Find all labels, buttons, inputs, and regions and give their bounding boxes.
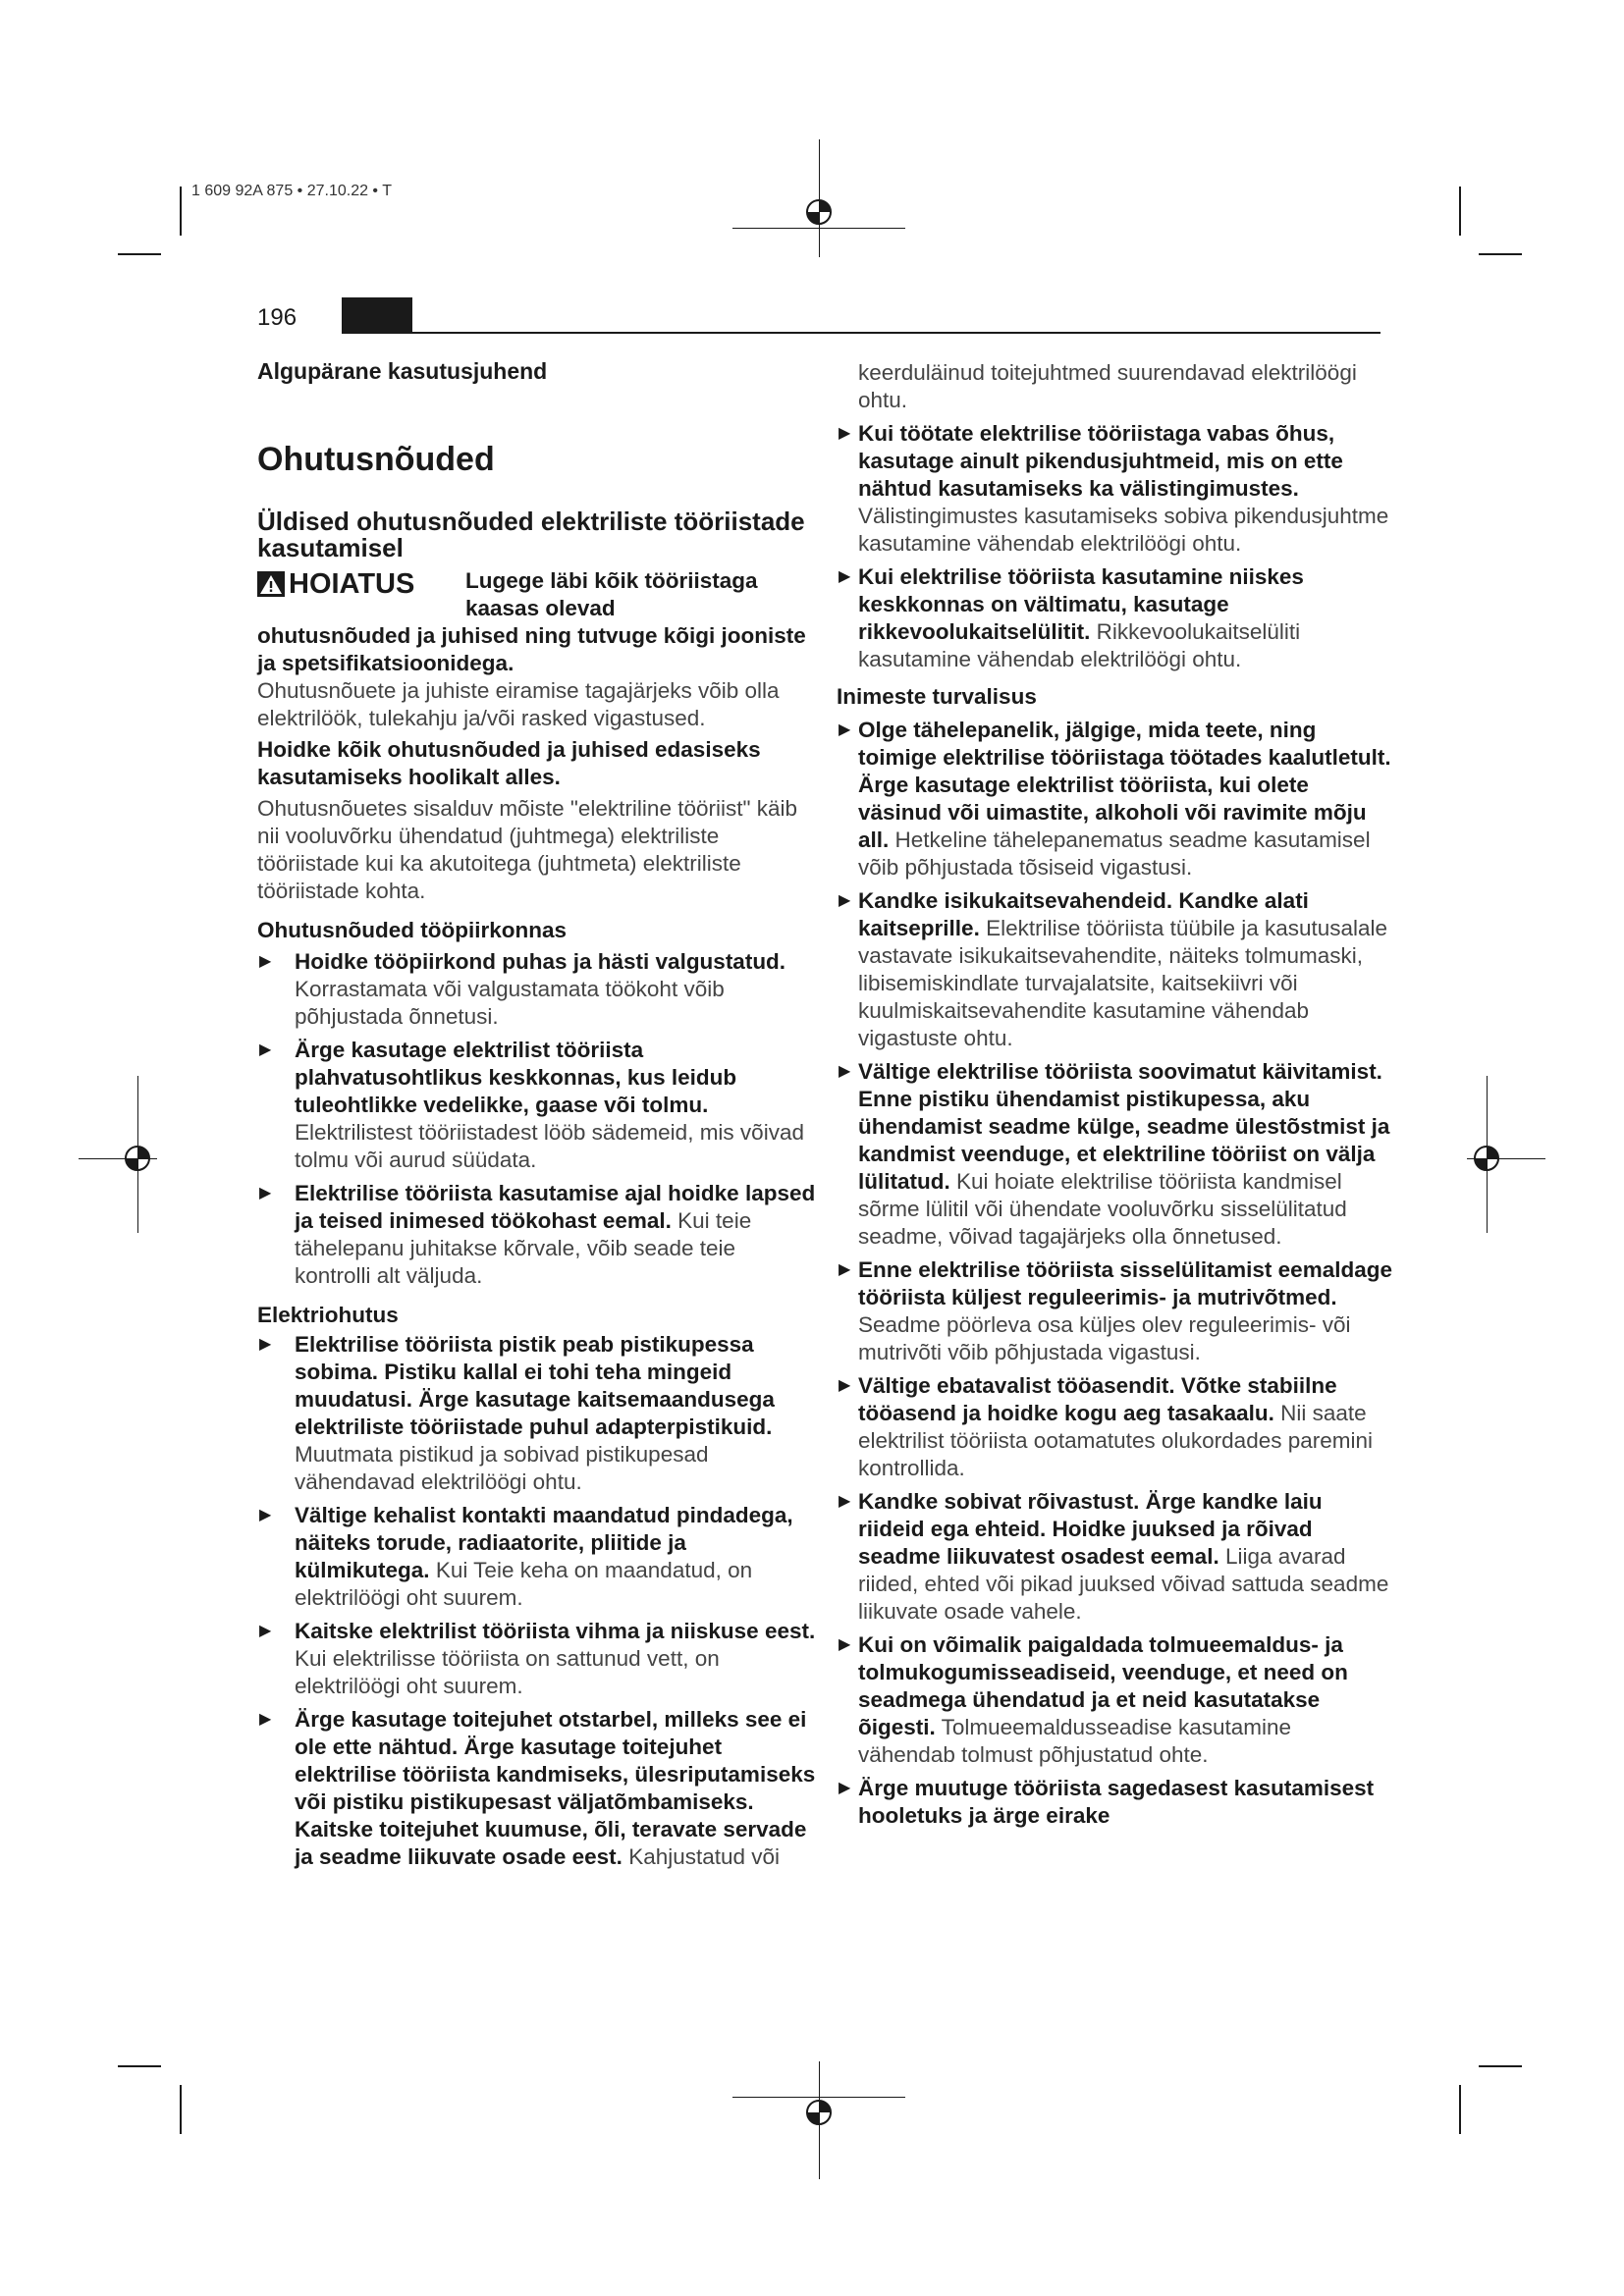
crop-mark [118,2065,161,2067]
warning-text: Ohutusnõuete ja juhiste eiramise tagajärjeks võib olla elektrilöök, tulekahju ja/või rasked vigastused. [257,678,780,730]
right-column [837,359,1392,1830]
warning-label: HOIATUS [257,567,465,601]
subheading: Üldised ohutusnõuded elektriliste tööriistade kasutamisel [257,507,805,562]
warning-block [257,567,817,905]
list-item: ▶ Enne elektrilise tööriista sisselülitamist eemaldage tööriista küljest reguleerimis- ja mutrivõtmed. Seadme pöörleva osa küljes olev reguleerimis- või mutrivõti võib põhjustada vigastusi. [837,1256,1392,1366]
crop-mark [1479,2065,1522,2067]
doc-title: Algupärane kasutusjuhend [257,358,548,384]
list-item: ▶ Ärge kasutage toitejuhet otstarbel, milleks see ei ole ette nähtud. Ärge kasutage toitejuhet elektrilise tööriista kandmiseks, ülesriputamiseks või pistiku pistikupesast väljatõmbamiseks. Kaitske toitejuhet kuumuse, õli, teravate servade ja seadme liikuvate osade eest. Kahjustatud või [257,1706,817,1871]
list-item: ▶ Vältige elektrilise tööriista soovimatut käivitamist. Enne pistiku ühendamist pistikupessa, aku ühendamist seadme külge, seadme ülestõstmist ja kandmist veenduge, et elektriline tööriist on välja lülitatud. Kui hoiate elektrilise tööriista kandmisel sõrme lülitil või ühendate vooluvõrku sisselülitatud seadme, võivad tagajärjeks olla õnnetused. [837,1058,1392,1251]
crop-mark [180,2085,182,2134]
list-item: ▶ Kui töötate elektrilise tööriistaga vabas õhus, kasutage ainult pikendusjuhtmeid, mis on ette nähtud kasutamiseks ka välistingimustes. Välistingimustes kasutamiseks sobiva pikendusjuhtme kasutamine vähendab elektrilöögi ohtu. [837,420,1392,558]
header-rule [342,332,1380,334]
crop-mark [1479,253,1522,255]
section-title-work-area: Ohutusnõuded tööpiirkonnas [257,918,567,942]
list-item: ▶ Elektrilise tööriista pistik peab pistikupessa sobima. Pistiku kallal ei tohi teha mingeid muudatusi. Ärge kasutage kaitsemaandusega elektriliste tööriistade puhul adapterpistikuid. Muutmata pistikud ja sobivad pistikupesad vähendavad elektrilöögi ohtu. [257,1331,817,1496]
page-number-tab [342,297,412,333]
registration-target-icon [799,192,839,232]
warning-lead: Lugege läbi kõik tööriistaga kaasas olevad [465,568,758,620]
warning-bold-rest: ohutusnõuded ja juhised ning tutvuge kõigi jooniste ja spetsifikatsioonidega. [257,623,806,675]
list-item: ▶ Hoidke tööpiirkond puhas ja hästi valgustatud. Korrastamata või valgustamata töökoht võib põhjustada õnnetusi. [257,948,817,1031]
list-item: ▶ Kui on võimalik paigaldada tolmueemaldus- ja tolmukogumisseadiseid, veenduge, et need on seadmega ühendatud ja et neid kasutatakse õigesti. Tolmueemaldusseadise kasutamine vähendab tolmust põhjustatud ohte. [837,1631,1392,1769]
registration-target-icon [1467,1139,1506,1178]
page-heading: Ohutusnõuded [257,441,495,478]
list-item: ▶ Olge tähelepanelik, jälgige, mida teete, ning toimige elektrilise tööriistaga töötades kaalutletult. Ärge kasutage elektrilist tööriista, kui olete väsinud või uimastite, alkoholi või ravimite mõju all. Hetkeline tähelepanematus seadme kasutamisel võib põhjustada tõsiseid vigastusi. [837,717,1392,881]
section-title-personal: Inimeste turvalisus [837,684,1037,709]
crop-mark [180,187,182,236]
keep-text: Ohutusnõuetes sisalduv mõiste "elektriline tööriist" käib nii vooluvõrku ühendatud (juhtmega) elektriliste tööriistade kui ka akutoitega (juhtmeta) elektriliste tööriistade kohta. [257,796,797,903]
continuation-text: keerduläinud toitejuhtmed suurendavad elektrilöögi ohtu. [858,360,1357,412]
crop-mark [118,253,161,255]
list-item: ▶ Kui elektrilise tööriista kasutamine niiskes keskkonnas on vältimatu, kasutage rikkevoolukaitselülitit. Rikkevoolukaitselüliti kasutamine vähendab elektrilöögi ohtu. [837,563,1392,673]
list-item: ▶ Kandke sobivat rõivastust. Ärge kandke laiu riideid ega ehteid. Hoidke juuksed ja rõivad seadme liikuvatest osadest eemal. Liiga avarad riided, ehted või pikad juuksed võivad sattuda seadme liikuvate osade vahele. [837,1488,1392,1626]
crop-mark [1459,2085,1461,2134]
list-item: ▶ Elektrilise tööriista kasutamise ajal hoidke lapsed ja teised inimesed töökohast eemal. Kui teie tähelepanu juhitakse kõrvale, võib seade teie kontrolli alt väljuda. [257,1180,817,1290]
crop-mark [1459,187,1461,236]
list-item: ▶ Ärge muutuge tööriista sagedasest kasutamisest hooletuks ja ärge eirake [837,1775,1392,1830]
list-item: ▶ Ärge kasutage elektrilist tööriista plahvatusohtlikus keskkonnas, kus leidub tuleohtlikke vedelikke, gaase või tolmu. Elektrilistest tööriistadest lööb sädemeid, mis võivad tolmu või aurud süüdata. [257,1037,817,1174]
list-item: ▶ Kaitske elektrilist tööriista vihma ja niiskuse eest. Kui elektrilisse tööriista on sattunud vett, on elektrilöögi oht suurem. [257,1618,817,1700]
page-number: 196 [257,304,298,331]
list-item: ▶ Kandke isikukaitsevahendeid. Kandke alati kaitseprille. Elektrilise tööriista tüübile ja kasutusalale vastavate isikukaitsevahendite, näiteks tolmumaski, libisemiskindlate turvajalatsite, kaitsekiivri või kuulmiskaitsevahendite kasutamine vähendab vigastuste ohtu. [837,887,1392,1052]
registration-target-icon [799,2093,839,2132]
print-info: 1 609 92A 875 • 27.10.22 • T [191,183,392,199]
registration-target-icon [118,1139,157,1178]
list-item: ▶ Vältige ebatavalist tööasendit. Võtke stabiilne tööasend ja hoidke kogu aeg tasakaalu. Nii saate elektrilist tööriista ootamatutes olukordades paremini kontrollida. [837,1372,1392,1482]
keep-instructions: Hoidke kõik ohutusnõuded ja juhised edasiseks kasutamiseks hoolikalt alles. [257,737,761,789]
section-title-electric: Elektriohutus [257,1303,399,1327]
left-column [257,357,817,1871]
warning-triangle-icon [257,571,285,597]
list-item: ▶ Vältige kehalist kontakti maandatud pindadega, näiteks torude, radiaatorite, pliitide ja külmikutega. Kui Teie keha on maandatud, on elektrilöögi oht suurem. [257,1502,817,1612]
